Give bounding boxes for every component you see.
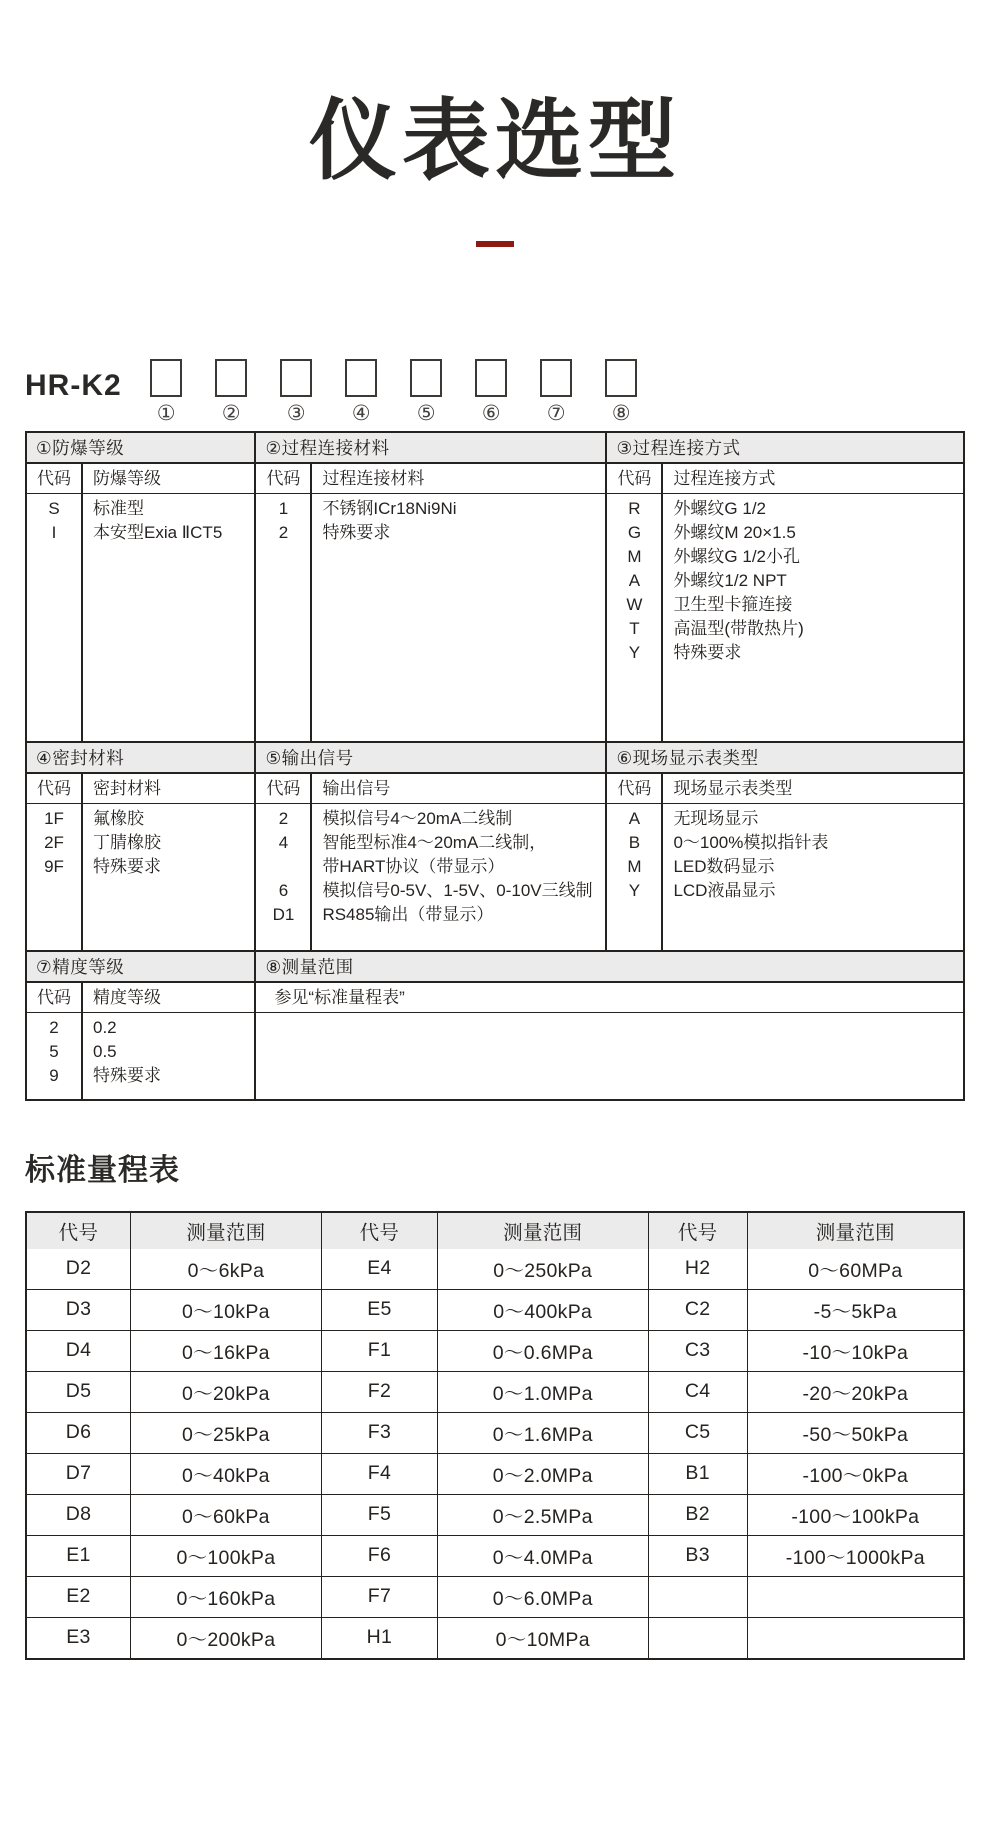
model-code-box: [280, 359, 312, 397]
code-row: [607, 617, 963, 641]
code-value: 1: [278, 499, 289, 519]
range-value-cell: 0～2.5MPa: [437, 1495, 648, 1535]
position-marker: ②: [221, 401, 241, 425]
code-header: 代码: [617, 468, 652, 488]
range-value-cell: 0～6kPa: [130, 1249, 321, 1289]
code-description: 不锈钢ICr18Ni9Ni: [322, 499, 457, 519]
code-row: [27, 807, 254, 831]
code-description: 丁腈橡胶: [93, 833, 161, 853]
position-marker: ①: [156, 401, 176, 425]
range-code-cell: F1: [321, 1331, 437, 1371]
code-value: S: [48, 499, 60, 519]
range-code-cell: D4: [65, 1339, 92, 1362]
code-description: 模拟信号0-5V、1-5V、0-10V三线制: [322, 881, 593, 901]
range-value-cell: 0～2.0MPa: [437, 1454, 648, 1494]
code-value: W: [626, 595, 643, 615]
code-value: G: [627, 523, 642, 543]
range-table-row: [27, 1371, 963, 1412]
range-code-cell: D6: [65, 1421, 92, 1444]
position-marker: ③: [286, 401, 306, 425]
section-title: ①防爆等级: [27, 433, 254, 464]
code-value: 2: [49, 1018, 59, 1038]
code-row: [607, 497, 963, 521]
range-code-cell: D5: [65, 1380, 92, 1403]
code-description: 无现场显示: [673, 809, 759, 829]
code-value: 2F: [44, 833, 64, 853]
range-table-header-row: [27, 1213, 963, 1249]
range-value-cell: -10～10kPa: [747, 1331, 963, 1371]
section-column-header: [27, 774, 254, 804]
model-code-slot: [264, 359, 329, 427]
code-row: [27, 1040, 254, 1064]
selection-band-2: [27, 741, 963, 950]
range-code-cell: E1: [66, 1544, 91, 1567]
code-value: 2: [278, 809, 289, 829]
code-header: 代码: [617, 778, 652, 798]
code-value: I: [51, 523, 57, 543]
code-value: 5: [49, 1042, 59, 1062]
range-code-cell: [648, 1577, 747, 1617]
section-process-connection-type: [605, 433, 963, 741]
standard-range-table: [25, 1211, 965, 1660]
code-description: 标准型: [93, 499, 144, 519]
code-row: [607, 521, 963, 545]
range-table-row: [27, 1617, 963, 1658]
code-description: 特殊要求: [673, 643, 742, 663]
model-code-box: [475, 359, 507, 397]
range-table-row: [27, 1576, 963, 1617]
code-value: 6: [278, 881, 289, 901]
section-output-signal: [254, 743, 605, 950]
range-code-cell: B3: [648, 1536, 747, 1576]
code-value: M: [627, 547, 642, 567]
range-code-cell: F6: [321, 1536, 437, 1576]
column-label: 密封材料: [93, 778, 161, 798]
range-code-cell: H1: [321, 1618, 437, 1658]
section-title: ②过程连接材料: [256, 433, 605, 464]
range-value-cell: 0～1.6MPa: [437, 1413, 648, 1453]
section-title: ⑤输出信号: [256, 743, 605, 774]
range-value-cell: -100～1000kPa: [747, 1536, 963, 1576]
code-description: 本安型Exia ⅡCT5: [93, 523, 223, 543]
code-header: 代码: [37, 987, 71, 1007]
code-row: [256, 855, 605, 879]
section-title: ③过程连接方式: [607, 433, 963, 464]
section-title: ⑦精度等级: [27, 952, 254, 983]
model-code-slot: [199, 359, 264, 427]
range-code-cell: H2: [648, 1249, 747, 1289]
model-code-slot: [589, 359, 654, 427]
range-code-cell: B2: [648, 1495, 747, 1535]
code-value: B: [628, 833, 641, 853]
code-value: 1F: [44, 809, 64, 829]
column-label: 现场显示表类型: [673, 778, 793, 798]
code-row: [607, 831, 963, 855]
range-code-cell: F2: [321, 1372, 437, 1412]
code-row: [256, 807, 605, 831]
section-process-connection-material: [254, 433, 605, 741]
code-description: 0.2: [93, 1018, 117, 1038]
code-row: [256, 521, 605, 545]
range-code-cell: [648, 1618, 747, 1658]
model-code-row: [25, 359, 965, 427]
range-value-cell: -5～5kPa: [747, 1290, 963, 1330]
range-code-cell: E2: [66, 1585, 91, 1608]
code-description: 高温型(带散热片): [673, 619, 804, 639]
range-value-cell: 0～250kPa: [437, 1249, 648, 1289]
range-code-cell: B1: [648, 1454, 747, 1494]
range-value-cell: [747, 1618, 963, 1658]
range-value-cell: 0～4.0MPa: [437, 1536, 648, 1576]
code-description: 外螺纹G 1/2: [673, 499, 767, 519]
code-description: LCD液晶显示: [673, 881, 776, 901]
code-value: 2: [278, 523, 289, 543]
range-table-header-cell: 代号: [648, 1213, 747, 1249]
code-description: 0～100%模拟指针表: [673, 833, 829, 853]
code-description: 模拟信号4～20mA二线制: [322, 809, 513, 829]
model-prefix: HR-K2: [25, 368, 122, 402]
section-column-header: [256, 464, 605, 494]
column-label: 防爆等级: [93, 468, 161, 488]
code-description: 智能型标准4～20mA二线制，: [322, 833, 547, 853]
range-code-cell: C4: [648, 1372, 747, 1412]
range-table-header-cell: 测量范围: [747, 1213, 963, 1249]
code-row: [27, 1064, 254, 1088]
code-description: 卫生型卡箍连接: [673, 595, 793, 615]
range-table-body: [27, 1249, 963, 1658]
position-marker: ⑥: [481, 401, 501, 425]
range-value-cell: 0～16kPa: [130, 1331, 321, 1371]
code-row: [27, 855, 254, 879]
range-value-cell: [747, 1577, 963, 1617]
section-column-header: [27, 983, 254, 1013]
range-value-cell: 0～6.0MPa: [437, 1577, 648, 1617]
range-code-cell: D7: [65, 1462, 92, 1485]
code-row: [256, 497, 605, 521]
code-value: Y: [628, 643, 641, 663]
range-value-cell: -50～50kPa: [747, 1413, 963, 1453]
code-description: LED数码显示: [673, 857, 775, 877]
model-code-box: [605, 359, 637, 397]
column-label: 过程连接方式: [673, 468, 776, 488]
section-column-header: [607, 774, 963, 804]
section-title: ④密封材料: [27, 743, 254, 774]
section-explosion-proof-grade: [27, 433, 254, 741]
code-value: A: [628, 809, 641, 829]
code-value: A: [628, 571, 641, 591]
range-value-cell: -20～20kPa: [747, 1372, 963, 1412]
column-label: 输出信号: [322, 778, 391, 798]
range-table-row: [27, 1535, 963, 1576]
section-column-header: [256, 774, 605, 804]
code-description: 0.5: [93, 1042, 117, 1062]
section-display-type: [605, 743, 963, 950]
range-value-cell: 0～40kPa: [130, 1454, 321, 1494]
selection-band-3: [27, 950, 963, 1099]
section-measuring-range: [254, 952, 963, 1099]
section-accuracy-grade: [27, 952, 254, 1099]
selection-band-1: [27, 433, 963, 741]
range-code-cell: E3: [66, 1626, 91, 1649]
range-table-row: [27, 1412, 963, 1453]
range-table-header-cell: 测量范围: [437, 1213, 648, 1249]
range-code-cell: F7: [321, 1577, 437, 1617]
code-value: M: [627, 857, 642, 877]
code-row: [27, 1016, 254, 1040]
range-value-cell: 0～100kPa: [130, 1536, 321, 1576]
model-code-slot: [329, 359, 394, 427]
range-code-cell: C3: [648, 1331, 747, 1371]
range-table-header-cell: 测量范围: [130, 1213, 321, 1249]
range-value-cell: 0～0.6MPa: [437, 1331, 648, 1371]
range-value-cell: 0～10kPa: [130, 1290, 321, 1330]
range-table-row: [27, 1249, 963, 1289]
code-value: Y: [628, 881, 641, 901]
range-code-cell: F3: [321, 1413, 437, 1453]
code-description: 外螺纹G 1/2小孔: [673, 547, 801, 567]
model-code-boxes: [134, 359, 654, 427]
range-value-cell: 0～20kPa: [130, 1372, 321, 1412]
code-row: [607, 855, 963, 879]
column-label: 精度等级: [93, 987, 161, 1007]
model-code-box: [345, 359, 377, 397]
model-code-box: [410, 359, 442, 397]
range-value-cell: 0～160kPa: [130, 1577, 321, 1617]
code-header: 代码: [37, 468, 71, 488]
model-code-slot: [459, 359, 524, 427]
code-row: [607, 593, 963, 617]
range-code-cell: D2: [65, 1257, 92, 1280]
code-row: [607, 545, 963, 569]
range-value-cell: 0～200kPa: [130, 1618, 321, 1658]
code-value: R: [628, 499, 641, 519]
code-row: [256, 879, 605, 903]
model-code-slot: [134, 359, 199, 427]
range-value-cell: 0～400kPa: [437, 1290, 648, 1330]
range-value-cell: -100～100kPa: [747, 1495, 963, 1535]
section-seal-material: [27, 743, 254, 950]
range-value-cell: 0～1.0MPa: [437, 1372, 648, 1412]
code-description: 特殊要求: [322, 523, 391, 543]
code-row: [607, 569, 963, 593]
column-label: 过程连接材料: [322, 468, 425, 488]
code-row: [27, 521, 254, 545]
code-description: 带HART协议（带显示）: [322, 857, 505, 877]
code-header: 代码: [266, 468, 301, 488]
model-code-box: [215, 359, 247, 397]
range-code-cell: C2: [648, 1290, 747, 1330]
code-row: [607, 641, 963, 665]
code-value: 4: [278, 833, 289, 853]
code-description: 特殊要求: [93, 1066, 161, 1086]
page: [25, 92, 965, 1660]
section-column-header: [607, 464, 963, 494]
code-row: [256, 903, 605, 927]
position-marker: ⑧: [611, 401, 631, 425]
code-row: [27, 831, 254, 855]
model-code-box: [150, 359, 182, 397]
range-table-title: 标准量程表: [25, 1153, 180, 1187]
section-title: ⑥现场显示表类型: [607, 743, 963, 774]
range-table-header-cell: 代号: [27, 1213, 130, 1249]
range-table-row: [27, 1453, 963, 1494]
code-description: 氟橡胶: [93, 809, 144, 829]
position-marker: ⑦: [546, 401, 566, 425]
code-header: 代码: [37, 778, 71, 798]
position-marker: ④: [351, 401, 371, 425]
range-code-cell: E4: [321, 1249, 437, 1289]
code-description: RS485输出（带显示）: [322, 905, 494, 925]
position-marker: ⑤: [416, 401, 436, 425]
page-title: 仪表选型: [308, 91, 681, 190]
model-code-box: [540, 359, 572, 397]
selection-table: [25, 431, 965, 1101]
code-row: [256, 831, 605, 855]
range-value-cell: 0～60kPa: [130, 1495, 321, 1535]
code-row: [27, 497, 254, 521]
range-code-cell: D8: [65, 1503, 92, 1526]
range-value-cell: 0～25kPa: [130, 1413, 321, 1453]
code-description: 外螺纹1/2 NPT: [673, 571, 787, 591]
code-value: 9F: [44, 857, 64, 877]
range-table-header-cell: 代号: [321, 1213, 437, 1249]
range-code-cell: E5: [321, 1290, 437, 1330]
title-divider: [476, 241, 514, 247]
range-table-row: [27, 1289, 963, 1330]
measuring-range-note: 参见“标准量程表”: [256, 983, 963, 1013]
code-description: 特殊要求: [93, 857, 161, 877]
range-table-row: [27, 1494, 963, 1535]
range-code-cell: C5: [648, 1413, 747, 1453]
code-row: [607, 879, 963, 903]
code-description: 外螺纹M 20×1.5: [673, 523, 796, 543]
code-header: 代码: [266, 778, 301, 798]
range-code-cell: F4: [321, 1454, 437, 1494]
section-column-header: [27, 464, 254, 494]
range-value-cell: 0～10MPa: [437, 1618, 648, 1658]
range-table-row: [27, 1330, 963, 1371]
model-code-slot: [394, 359, 459, 427]
range-value-cell: 0～60MPa: [747, 1249, 963, 1289]
code-row: [607, 807, 963, 831]
model-code-slot: [524, 359, 589, 427]
code-value: 9: [49, 1066, 59, 1086]
range-value-cell: -100～0kPa: [747, 1454, 963, 1494]
range-code-cell: D3: [65, 1298, 92, 1321]
range-code-cell: F5: [321, 1495, 437, 1535]
code-value: D1: [272, 905, 295, 925]
code-value: T: [629, 619, 640, 639]
section-title: ⑧测量范围: [256, 952, 963, 983]
